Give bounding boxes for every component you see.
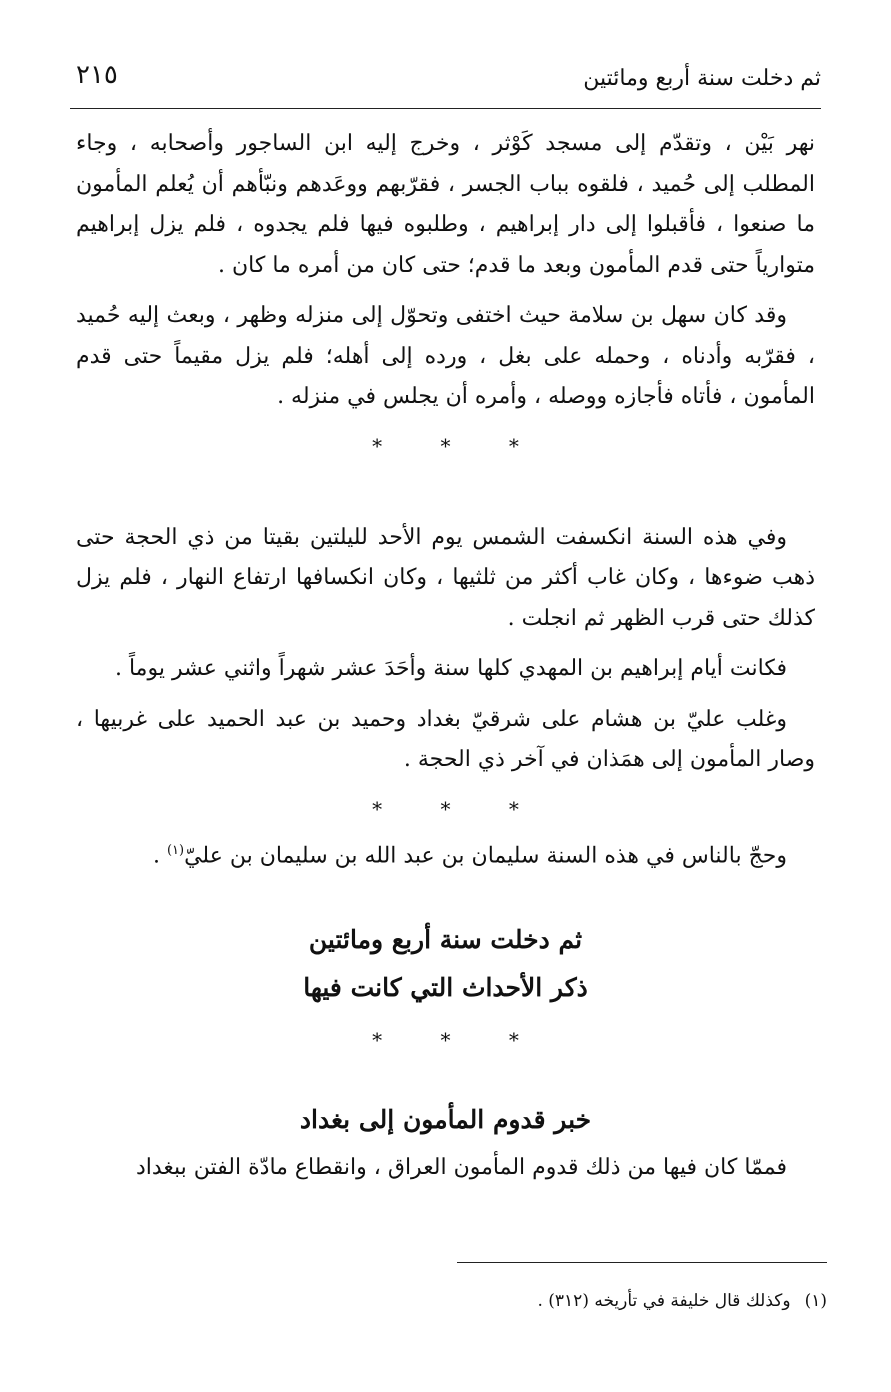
footnote-marker: (١) — [166, 842, 185, 858]
section-heading: خبر قدوم المأمون إلى بغداد — [299, 1105, 592, 1135]
paragraph — [76, 831, 815, 877]
footnote-divider — [457, 1262, 827, 1263]
paragraph-text: وحجّ بالناس في هذه السنة سليمان بن عبد الله بن سليمان بن عليّ — [184, 842, 787, 868]
paragraph: وغلب عليّ بن هشام على شرقيّ بغداد وحميد بن عبد الحميد على غربيها ، وصار المأمون إلى همَذان في آخر ذي الحجة . — [76, 706, 815, 772]
year-heading: ثم دخلت سنة أربع ومائتين — [308, 925, 583, 955]
spacer — [76, 876, 815, 916]
page-body — [76, 124, 815, 1189]
paragraph: فكانت أيام إبراهيم بن المهدي كلها سنة وأحَدَ عشر شهراً واثني عشر يوماً . — [114, 656, 787, 681]
running-title: ثم دخلت سنة أربع ومائتين — [583, 66, 821, 91]
header-divider — [70, 108, 821, 109]
spacer — [76, 1060, 815, 1096]
events-heading: ذكر الأحداث التي كانت فيها — [303, 973, 588, 1003]
section-stars: * * * — [372, 796, 545, 821]
paragraph: فممّا كان فيها من ذلك قدوم المأمون العراق ، وانقطاع مادّة الفتن ببغداد — [135, 1155, 787, 1181]
paragraph: وقد كان سهل بن سلامة حيث اختفى وتحوّل إلى منزله وظهر ، وبعث إليه حُميد ، فقرّبه وأدناه ، وحمله على بغل ، ورده إلى أهله؛ فلم يزل مقيماً حتى قدم المأمون ، فأتاه فأجازه ووصله ، وأمره أن يجلس في منزله . — [76, 303, 815, 409]
footnote-text: وكذلك قال خليفة في تأريخه (٣١٢) . — [537, 1291, 791, 1311]
paragraph-end: . — [152, 842, 167, 868]
paragraph: نهر بَيْن ، وتقدّم إلى مسجد كَوْثر ، وخرج إليه ابن الساجور وأصحابه ، وجاء المطلب إلى حُميد ، فلقوه بباب الجسر ، فقرّبهم ووعَدهم ونبّأهم أن يُعلم المأمون ما صنعوا ، فأقبلوا إلى دار إبراهيم ، وطلبوه فيها فلم يجدوه ، فلم يزل إبراهيم متوارياً حتى قدم المأمون وبعد ما قدم؛ حتى كان من أمره ما كان . — [76, 131, 815, 278]
section-stars: * * * — [372, 433, 545, 458]
footnote-number: (١) — [804, 1291, 827, 1311]
section-stars: * * * — [372, 1028, 545, 1053]
footnote — [76, 1288, 827, 1314]
paragraph: وفي هذه السنة انكسفت الشمس يوم الأحد لليلتين بقيتا من ذي الحجة حتى ذهب ضوءها ، وكان غاب أكثر من ثلثيها ، وكان انكسافها ارتفاع النهار ، فلم يزل كذلك حتى قرب الظهر ثم انجلت . — [76, 524, 815, 631]
page-number: ٢١٥ — [76, 60, 118, 90]
spacer — [76, 466, 815, 518]
page-header — [70, 58, 821, 102]
